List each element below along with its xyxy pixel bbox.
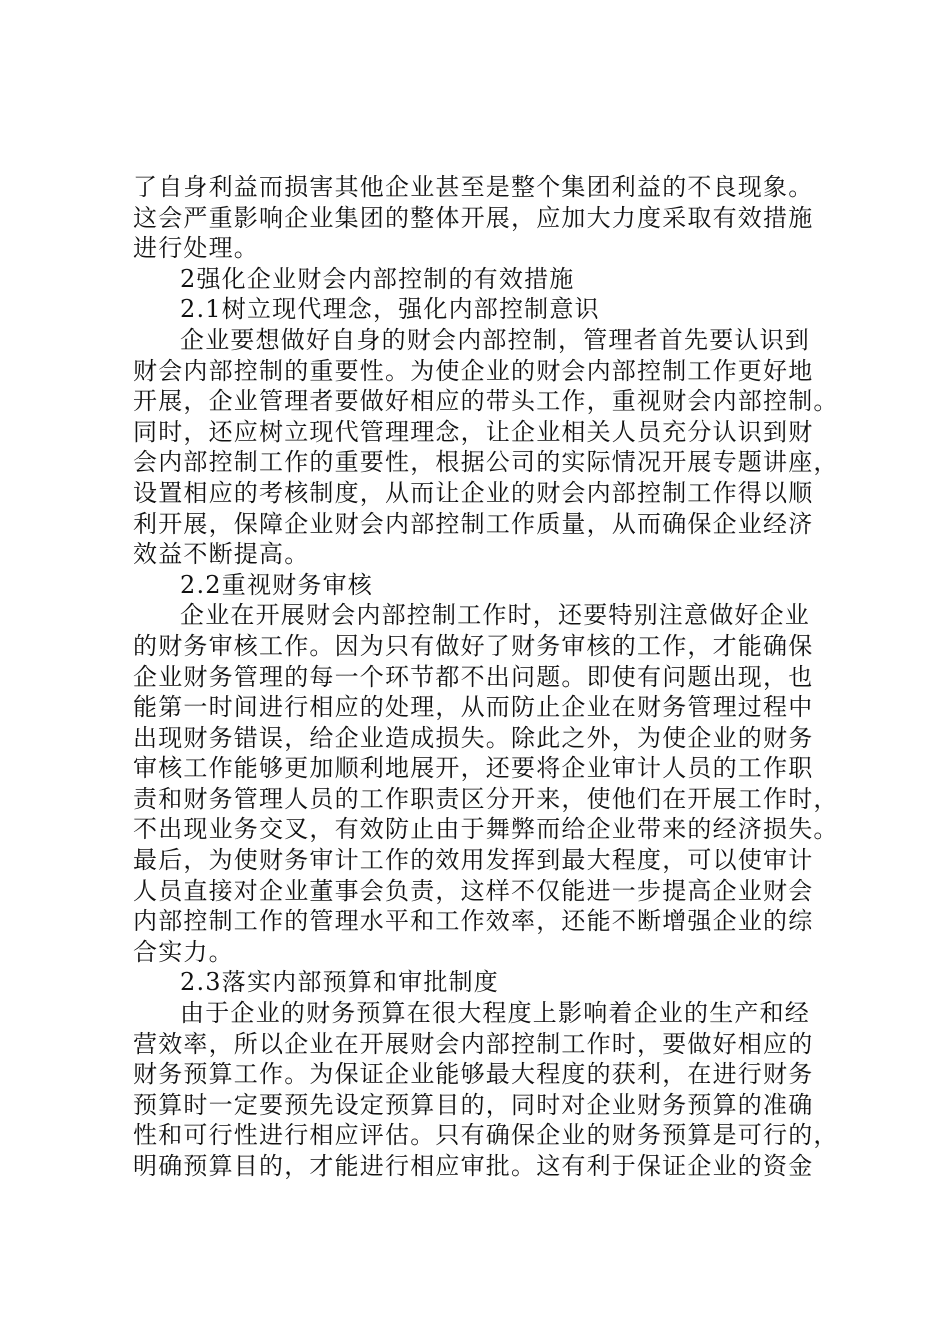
text-line: 营效率，所以企业在开展财会内部控制工作时，要做好相应的 <box>133 1029 814 1058</box>
text-line: 人员直接对企业董事会负责，这样不仅能进一步提高企业财会 <box>133 876 814 905</box>
text-line: 由于企业的财务预算在很大程度上影响着企业的生产和经 <box>180 999 810 1028</box>
text-line: 2强化企业财会内部控制的有效措施 <box>180 264 575 293</box>
text-line: 合实力。 <box>133 937 234 966</box>
text-line: 的财务审核工作。因为只有做好了财务审核的工作，才能确保 <box>133 631 814 660</box>
text-line: 最后，为使财务审计工作的效用发挥到最大程度，可以使审计 <box>133 846 814 875</box>
text-line: 企业财务管理的每一个环节都不出问题。即使有问题出现，也 <box>133 662 814 691</box>
text-line: 明确预算目的，才能进行相应审批。这有利于保证企业的资金 <box>133 1152 814 1180</box>
text-line: 财会内部控制的重要性。为使企业的财会内部控制工作更好地 <box>133 356 814 385</box>
text-line: 利开展，保障企业财会内部控制工作质量，从而确保企业经济 <box>133 509 814 538</box>
text-line: 进行处理。 <box>133 234 259 263</box>
text-line: 了自身利益而损害其他企业甚至是整个集团利益的不良现象。 <box>133 173 814 201</box>
text-line: 审核工作能够更加顺利地展开，还要将企业审计人员的工作职 <box>133 754 814 783</box>
text-line: 这会严重影响企业集团的整体开展，应加大力度采取有效措施 <box>133 203 814 232</box>
document-body <box>133 172 839 1182</box>
text-line: 性和可行性进行相应评估。只有确保企业的财务预算是可行的， <box>133 1121 839 1150</box>
text-line: 同时，还应树立现代管理理念，让企业相关人员充分认识到财 <box>133 417 814 446</box>
text-line: 预算时一定要预先设定预算目的，同时对企业财务预算的准确 <box>133 1090 814 1119</box>
text-line: 2.2重视财务审核 <box>180 570 373 599</box>
text-line: 企业在开展财会内部控制工作时，还要特别注意做好企业 <box>180 601 810 630</box>
text-line: 设置相应的考核制度，从而让企业的财会内部控制工作得以顺 <box>133 478 814 507</box>
text-line: 企业要想做好自身的财会内部控制，管理者首先要认识到 <box>180 325 810 354</box>
text-line: 财务预算工作。为保证企业能够最大程度的获利，在进行财务 <box>133 1060 814 1089</box>
text-line: 效益不断提高。 <box>133 540 310 569</box>
text-line: 开展，企业管理者要做好相应的带头工作，重视财会内部控制。 <box>133 387 839 416</box>
text-line: 2.1树立现代理念，强化内部控制意识 <box>180 295 600 324</box>
text-line: 不出现业务交叉，有效防止由于舞弊而给企业带来的经济损失。 <box>133 815 839 844</box>
text-line: 会内部控制工作的重要性，根据公司的实际情况开展专题讲座， <box>133 448 839 477</box>
text-line: 内部控制工作的管理水平和工作效率，还能不断增强企业的综 <box>133 907 814 936</box>
text-line: 2.3落实内部预算和审批制度 <box>180 968 499 997</box>
text-line: 出现财务错误，给企业造成损失。除此之外，为使企业的财务 <box>133 723 814 752</box>
text-line: 能第一时间进行相应的处理，从而防止企业在财务管理过程中 <box>133 693 814 722</box>
text-line: 责和财务管理人员的工作职责区分开来，使他们在开展工作时， <box>133 784 839 813</box>
